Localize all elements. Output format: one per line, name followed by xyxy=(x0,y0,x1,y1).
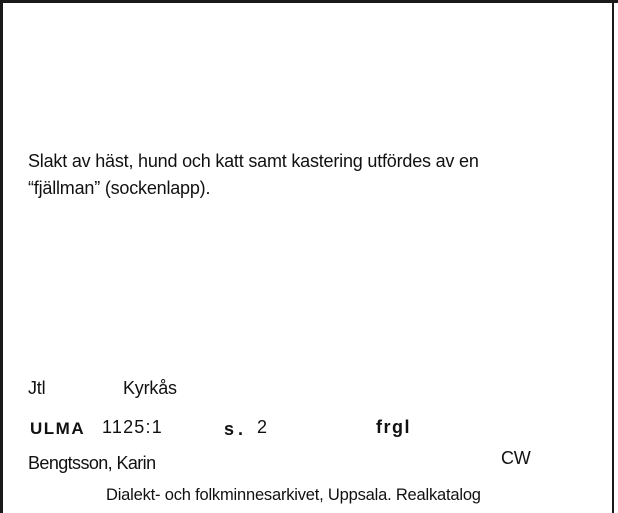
card-top-edge xyxy=(0,0,618,3)
body-line-2: “fjällman” (sockenlapp). xyxy=(28,178,211,198)
recorder-initials: CW xyxy=(501,448,531,468)
archive-footer: Dialekt- och folkminnesarkivet, Uppsala. Realkatalog xyxy=(106,486,481,504)
category-code: frgl xyxy=(376,417,411,437)
card-body-text xyxy=(28,148,588,202)
page-number: 2 xyxy=(257,417,269,437)
record-number: 1125:1 xyxy=(102,417,163,437)
page-label: s. xyxy=(224,419,248,439)
parish-label: Kyrkås xyxy=(123,378,177,398)
archive-code: ULMA xyxy=(30,419,86,438)
card-left-edge xyxy=(0,0,3,513)
body-line-1: Slakt av häst, hund och katt samt kastering utfördes av en xyxy=(28,151,479,171)
card-right-edge xyxy=(612,0,614,513)
province-label: Jtl xyxy=(28,378,46,398)
informant-name: Bengtsson, Karin xyxy=(28,453,156,473)
